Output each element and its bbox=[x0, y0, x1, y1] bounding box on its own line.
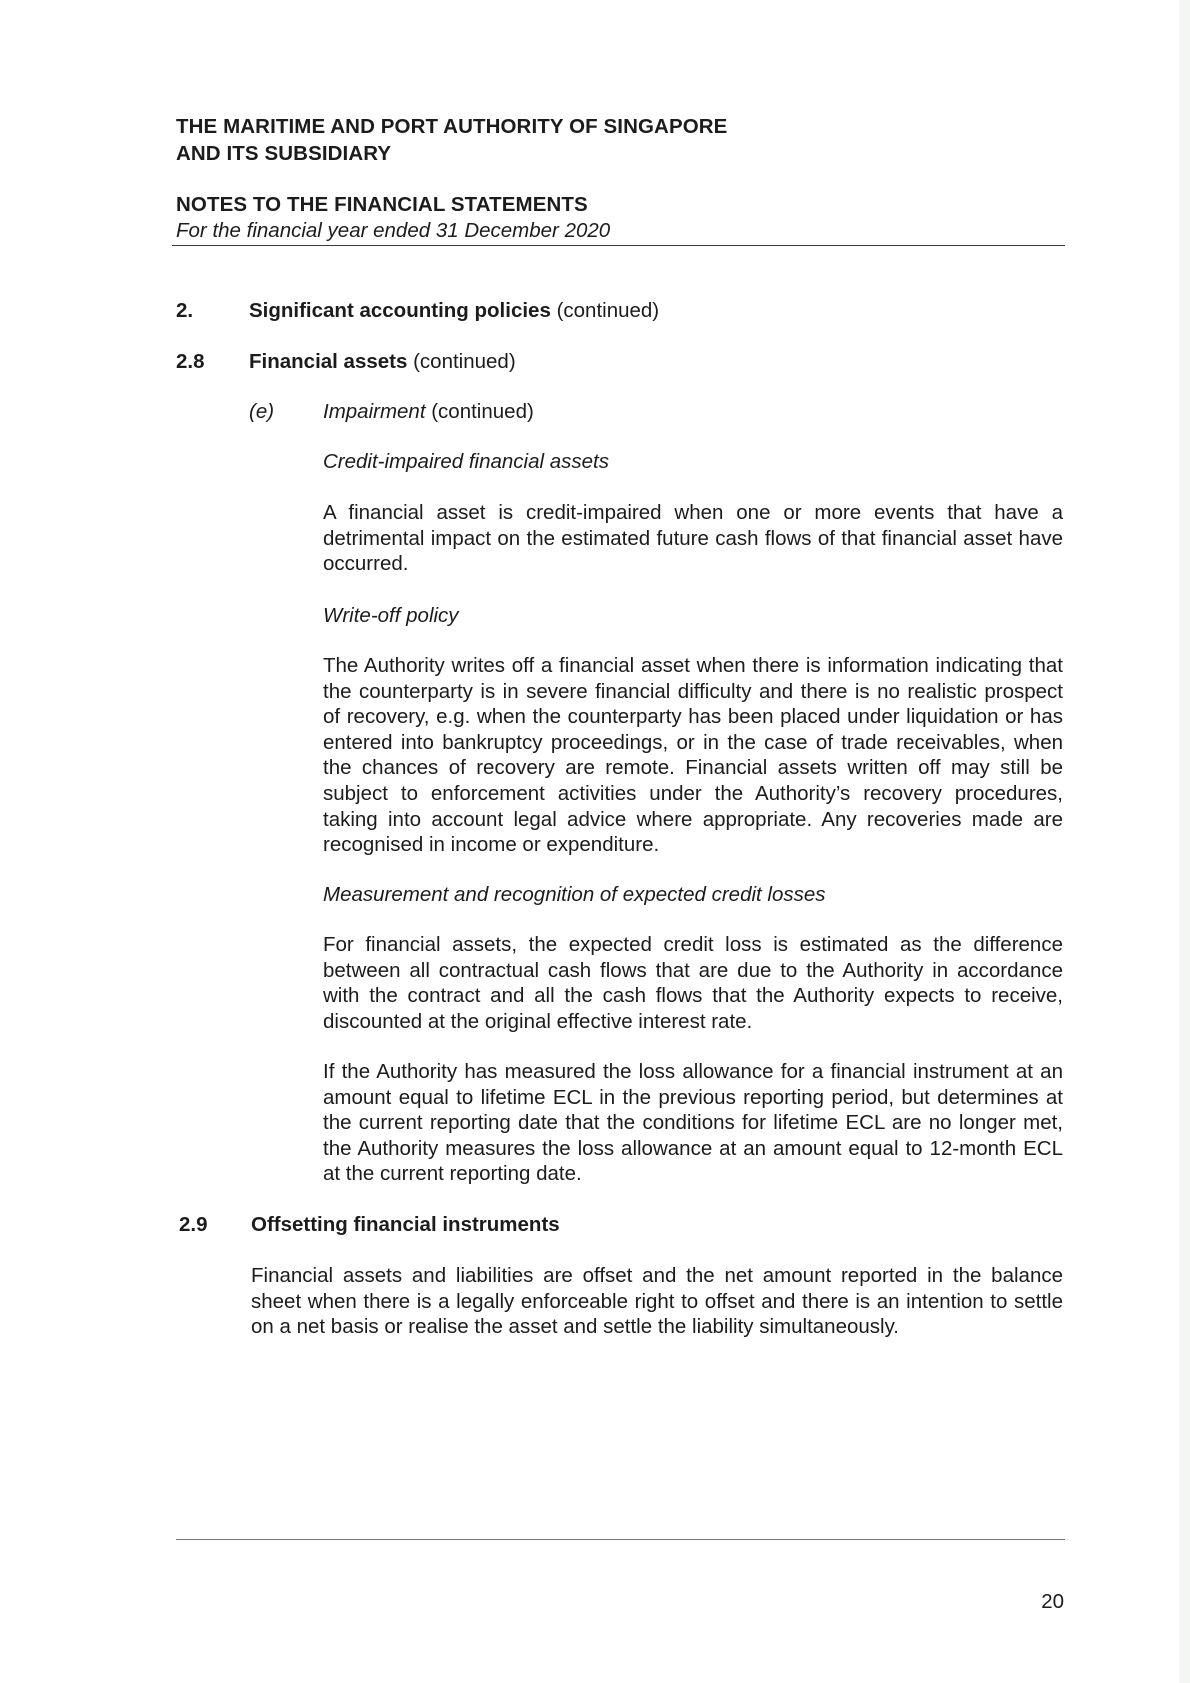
paragraph-credit-impaired: A financial asset is credit-impaired when one or more events that have a detrimental impact on the estimated future cash flows of that financial asset have occurred. bbox=[323, 501, 1063, 576]
subsection-title-e: Impairment bbox=[323, 400, 426, 423]
org-name-line2: AND ITS SUBSIDIARY bbox=[176, 142, 392, 165]
subsection-heading-e bbox=[323, 398, 1063, 425]
section-heading-2-8 bbox=[249, 348, 1069, 375]
section-number-2: 2. bbox=[176, 299, 194, 322]
org-name-line1: THE MARITIME AND PORT AUTHORITY OF SINGAPORE bbox=[176, 115, 728, 138]
header-divider bbox=[172, 245, 1065, 246]
section-suffix-2: (continued) bbox=[556, 299, 660, 322]
heading-measurement-ecl: Measurement and recognition of expected credit losses bbox=[323, 883, 826, 906]
section-title-2-8: Financial assets bbox=[249, 350, 408, 373]
paragraph-offsetting: Financial assets and liabilities are offset and the net amount reported in the balance sheet when there is a legally enforceable right to offset and there is an intention to settle on a net basis or realise the asset and settle the liability simultaneously. bbox=[251, 1264, 1063, 1339]
page-edge-shadow bbox=[1179, 0, 1190, 1683]
section-suffix-2-8: (continued) bbox=[413, 350, 516, 373]
heading-credit-impaired: Credit-impaired financial assets bbox=[323, 450, 609, 473]
section-number-2-8: 2.8 bbox=[176, 350, 205, 373]
page-number: 20 bbox=[1041, 1590, 1064, 1613]
paragraph-measurement-ecl-2: If the Authority has measured the loss allowance for a financial instrument at an amount equal to lifetime ECL in the previous reporting period, but determines at the current reporting date that the conditions for lifetime ECL are no longer met, the Authority measures the loss allowance at an amount equal to 12-month ECL at the current reporting date. bbox=[323, 1060, 1063, 1186]
section-number-2-9: 2.9 bbox=[179, 1213, 208, 1236]
subsection-suffix-e: (continued) bbox=[431, 400, 534, 423]
document-period: For the financial year ended 31 December 2020 bbox=[176, 219, 611, 242]
footer-divider bbox=[176, 1539, 1065, 1540]
section-title-2-9: Offsetting financial instruments bbox=[251, 1213, 560, 1236]
section-heading-2 bbox=[249, 297, 1069, 324]
paragraph-measurement-ecl-1: For financial assets, the expected credit loss is estimated as the difference between all contractual cash flows that are due to the Authority in accordance with the contract and all the cash flows that the Authority expects to receive, discounted at the original effective interest rate. bbox=[323, 933, 1063, 1033]
subsection-label-e: (e) bbox=[249, 400, 275, 423]
section-heading-2-9 bbox=[251, 1211, 1061, 1238]
document-title: NOTES TO THE FINANCIAL STATEMENTS bbox=[176, 193, 588, 216]
heading-write-off-policy: Write-off policy bbox=[323, 604, 459, 627]
paragraph-write-off-policy: The Authority writes off a financial asset when there is information indicating that the counterparty is in severe financial difficulty and there is no realistic prospect of recovery, e.g. when the counterparty has been placed under liquidation or has entered into bankruptcy proceedings, or in the case of trade receivables, when the chances of recovery are remote. Financial assets written off may still be subject to enforcement activities under the Authority’s recovery procedures, taking into account legal advice where appropriate. Any recoveries made are recognised in income or expenditure. bbox=[323, 654, 1063, 857]
section-title-2: Significant accounting policies bbox=[249, 299, 551, 322]
